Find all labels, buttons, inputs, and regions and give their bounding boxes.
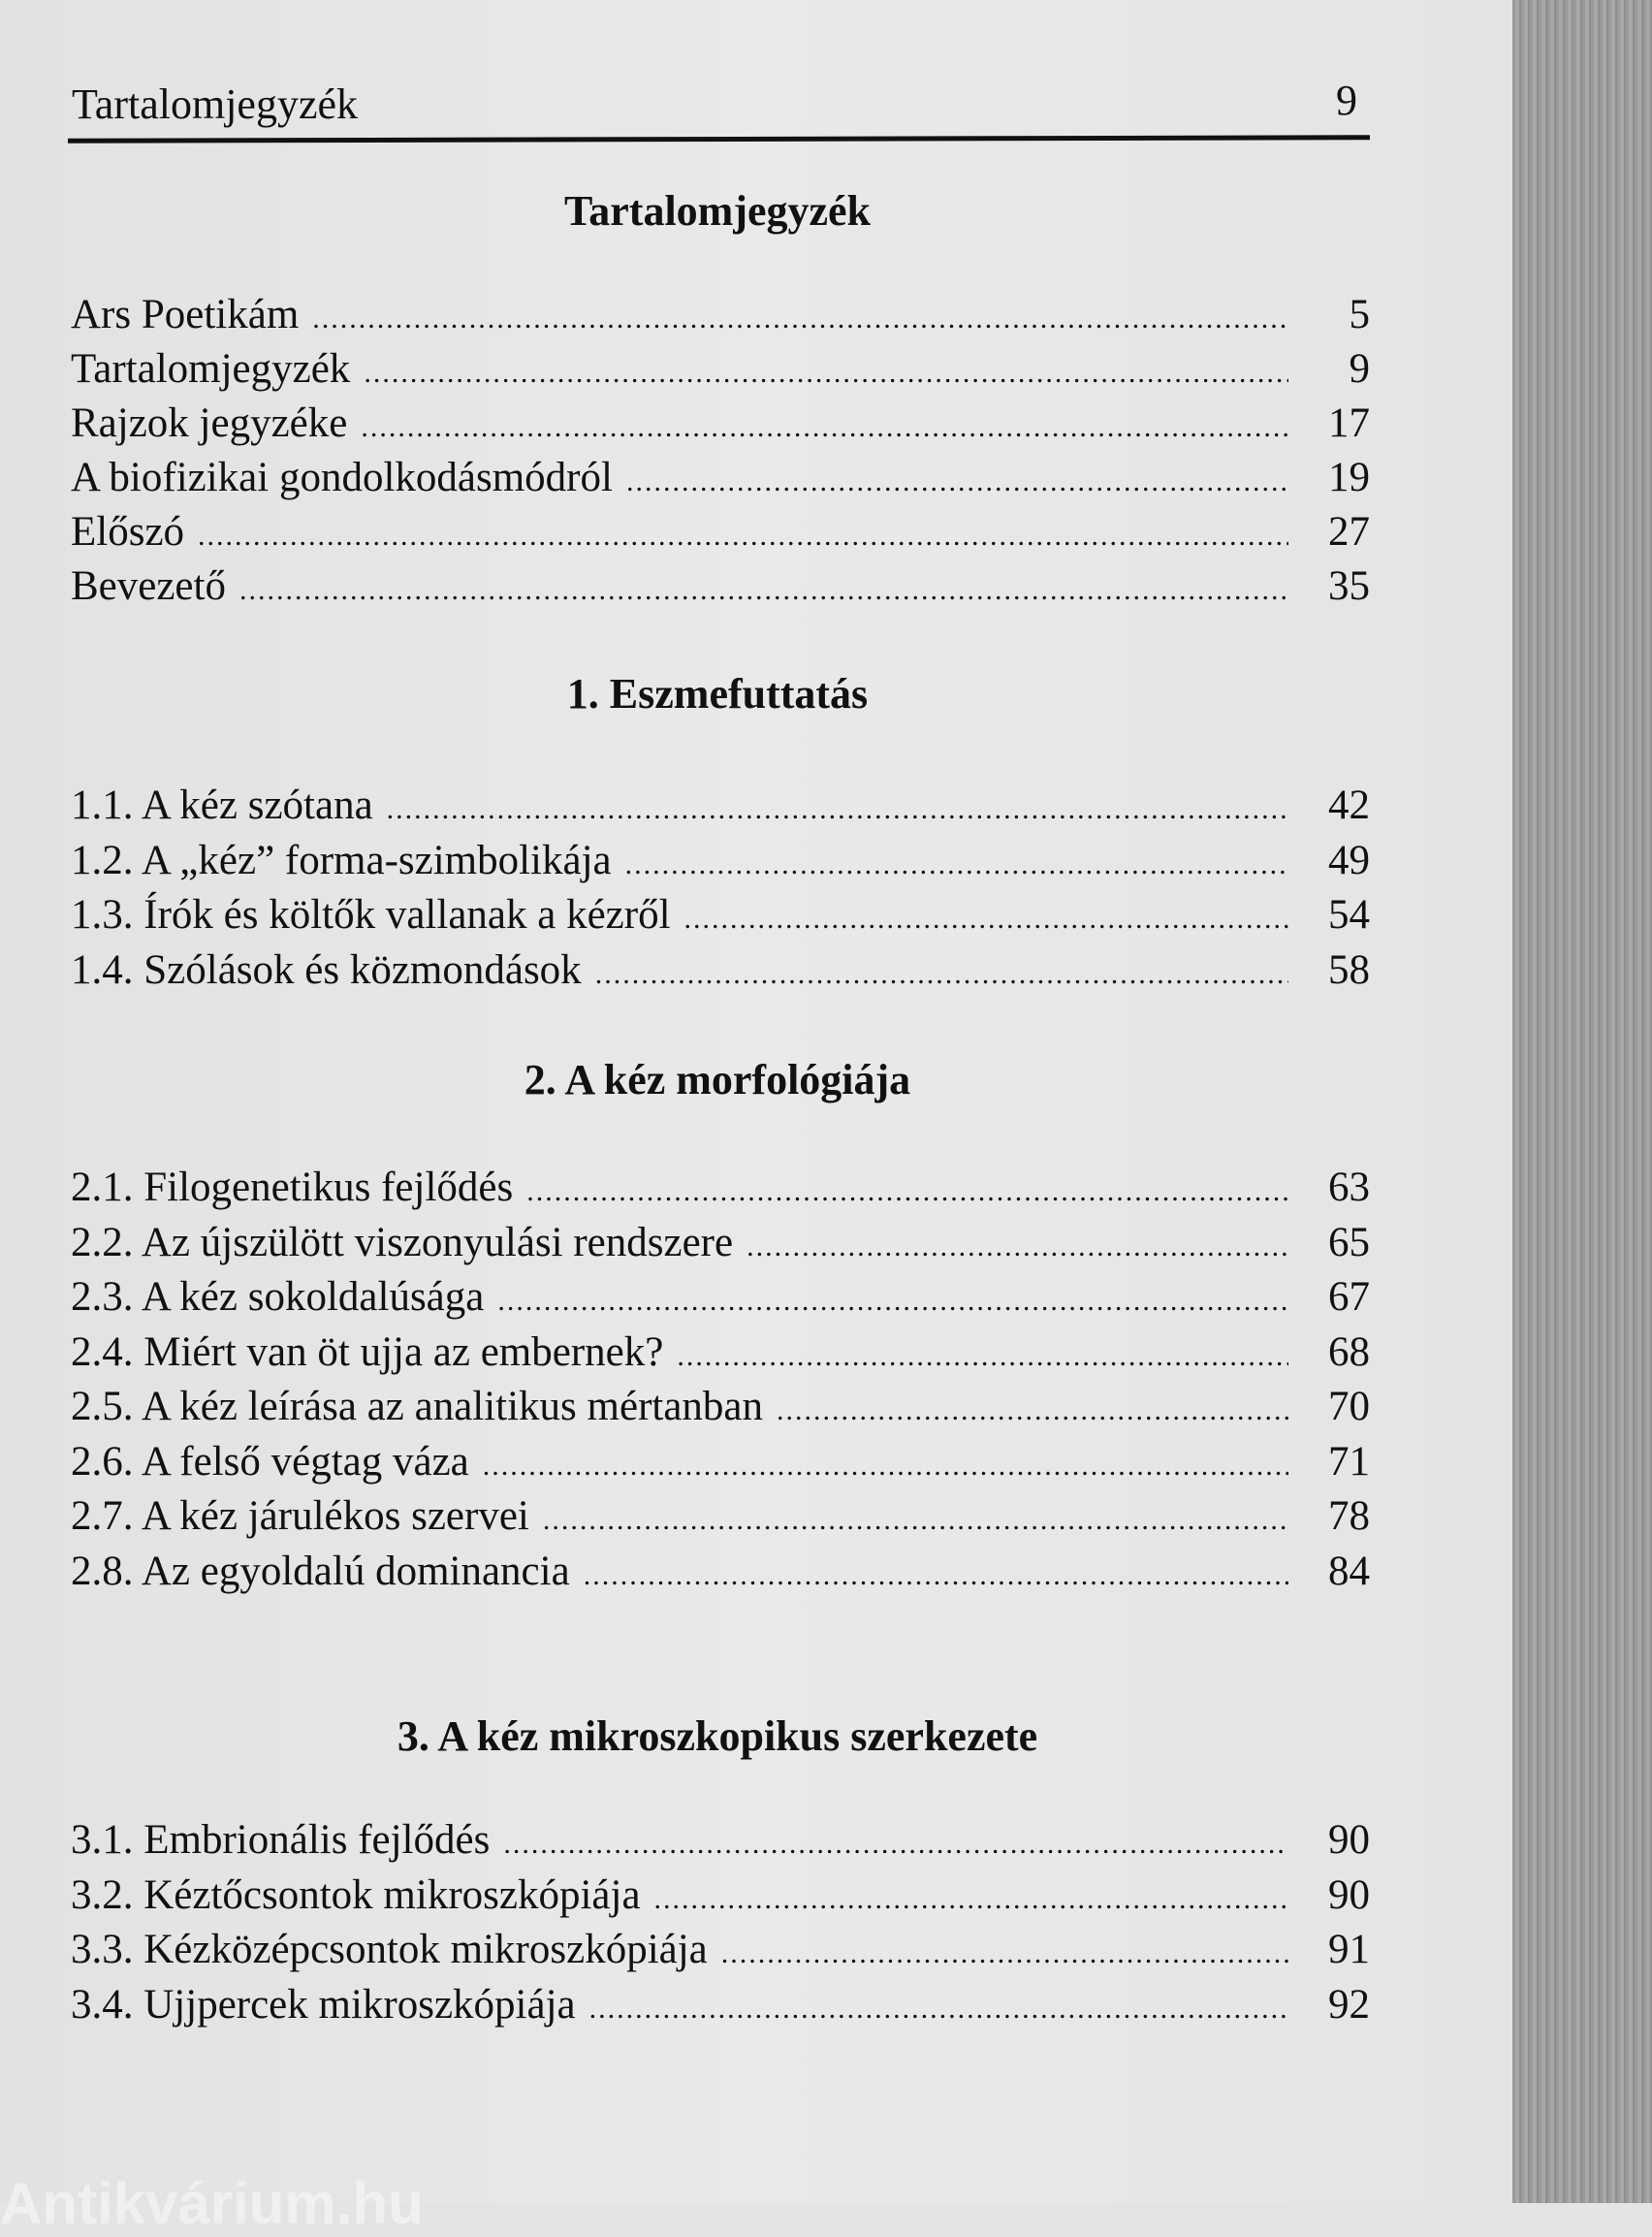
entry-title: 1.2. A „kéz” forma-szimbolikája (71, 837, 612, 883)
entry-page: 84 (1328, 1548, 1370, 1594)
entry-title: 3.3. Kézközépcsontok mikroszkópiája (71, 1927, 708, 1972)
toc-entry (71, 454, 1370, 508)
entry-page: 78 (1328, 1493, 1370, 1539)
entry-title: 2.6. A felső végtag váza (71, 1438, 469, 1485)
dot-leader (626, 465, 1288, 498)
watermark: Antikvárium.hu (0, 2171, 424, 2236)
dot-leader (361, 411, 1288, 444)
toc-entry (71, 782, 1370, 836)
entry-title: A biofizikai gondolkodásmódról (71, 455, 613, 500)
dot-leader (684, 903, 1288, 936)
entry-page: 92 (1328, 1981, 1370, 2028)
page-number: 9 (1336, 77, 1357, 124)
entry-title: 3.1. Embrionális fejlődés (71, 1817, 491, 1863)
toc-entry (71, 1164, 1370, 1218)
entry-title: Előszó (71, 509, 185, 555)
entry-page: 68 (1328, 1328, 1370, 1375)
entry-page: 91 (1328, 1927, 1370, 1972)
dot-leader (497, 1285, 1288, 1318)
toc-entry (71, 1981, 1370, 2035)
section-heading: 2. A kéz morfológiája (524, 1056, 911, 1103)
dot-leader (543, 1504, 1288, 1537)
toc-entry (71, 1492, 1370, 1547)
entry-title: 2.5. A kéz leírása az analitikus mértanban (71, 1384, 764, 1429)
entry-page: 90 (1328, 1817, 1370, 1863)
dot-leader (584, 1559, 1288, 1592)
toc-entry (71, 1273, 1370, 1327)
entry-page: 49 (1328, 837, 1370, 883)
dot-leader (483, 1450, 1288, 1483)
section-heading: 3. A kéz mikroszkopikus szerkezete (397, 1712, 1038, 1760)
dot-leader (364, 357, 1288, 390)
entry-title: 3.2. Kéztőcsontok mikroszkópiája (71, 1871, 641, 1918)
entry-page: 9 (1349, 346, 1370, 392)
dot-leader (654, 1883, 1288, 1916)
dot-leader (589, 1993, 1288, 2026)
toc-entry (71, 946, 1370, 1001)
running-title: Tartalomjegyzék (72, 80, 359, 128)
book-edge (1512, 0, 1652, 2203)
dot-leader (312, 303, 1288, 336)
entry-page: 5 (1349, 292, 1370, 337)
entry-title: Tartalomjegyzék (71, 346, 351, 392)
entry-title: 2.7. A kéz járulékos szervei (71, 1493, 529, 1539)
entry-title: Ars Poetikám (71, 292, 300, 337)
dot-leader (239, 574, 1288, 607)
entry-page: 35 (1328, 563, 1370, 609)
entry-title: 2.3. A kéz sokoldalúsága (71, 1274, 485, 1320)
entry-title: Bevezető (71, 563, 226, 609)
toc-entry (71, 1219, 1370, 1273)
dot-leader (625, 848, 1288, 881)
entry-title: 1.4. Szólások és közmondások (71, 946, 582, 993)
toc-entry (71, 891, 1370, 945)
entry-page: 70 (1328, 1384, 1370, 1429)
entry-page: 90 (1328, 1871, 1370, 1918)
dot-leader (595, 958, 1288, 991)
toc-entry (71, 1816, 1370, 1870)
entry-page: 42 (1328, 783, 1370, 828)
toc-entry (71, 1438, 1370, 1492)
entry-page: 17 (1328, 400, 1370, 446)
dot-leader (198, 520, 1288, 553)
page-title: Tartalomjegyzék (563, 187, 872, 235)
entry-title: Rajzok jegyzéke (71, 400, 348, 446)
entry-title: 2.1. Filogenetikus fejlődés (71, 1165, 514, 1210)
entry-page: 67 (1328, 1274, 1370, 1320)
dot-leader (777, 1394, 1288, 1427)
section-heading: 1. Eszmefuttatás (566, 670, 869, 718)
entry-title: 3.4. Ujjpercek mikroszkópiája (71, 1981, 576, 2028)
toc-entry (71, 1548, 1370, 1602)
entry-page: 54 (1328, 892, 1370, 938)
header-rule (68, 135, 1370, 144)
toc-entry (71, 291, 1370, 345)
dot-leader (526, 1175, 1288, 1208)
toc-entry (71, 562, 1370, 617)
toc-entry (71, 1328, 1370, 1383)
toc-entry (71, 837, 1370, 891)
entry-title: 2.2. Az újszülött viszonyulási rendszere (71, 1219, 734, 1265)
entry-page: 65 (1328, 1219, 1370, 1265)
entry-page: 71 (1328, 1438, 1370, 1485)
toc-entry (71, 399, 1370, 454)
entry-page: 19 (1328, 455, 1370, 500)
entry-page: 58 (1328, 946, 1370, 993)
dot-leader (721, 1937, 1288, 1970)
entry-title: 1.3. Írók és költők vallanak a kézről (71, 892, 671, 938)
dot-leader (503, 1828, 1288, 1861)
toc-entry (71, 1871, 1370, 1926)
toc-entry (71, 1383, 1370, 1437)
entry-page: 63 (1328, 1165, 1370, 1210)
dot-leader (747, 1230, 1288, 1263)
dot-leader (677, 1340, 1288, 1373)
entry-page: 27 (1328, 509, 1370, 555)
toc-entry (71, 1926, 1370, 1980)
toc-entry (71, 508, 1370, 562)
dot-leader (387, 793, 1288, 826)
entry-title: 2.8. Az egyoldalú dominancia (71, 1548, 570, 1594)
entry-title: 2.4. Miért van öt ujja az embernek? (71, 1328, 664, 1375)
entry-title: 1.1. A kéz szótana (71, 783, 373, 828)
toc-entry (71, 345, 1370, 399)
